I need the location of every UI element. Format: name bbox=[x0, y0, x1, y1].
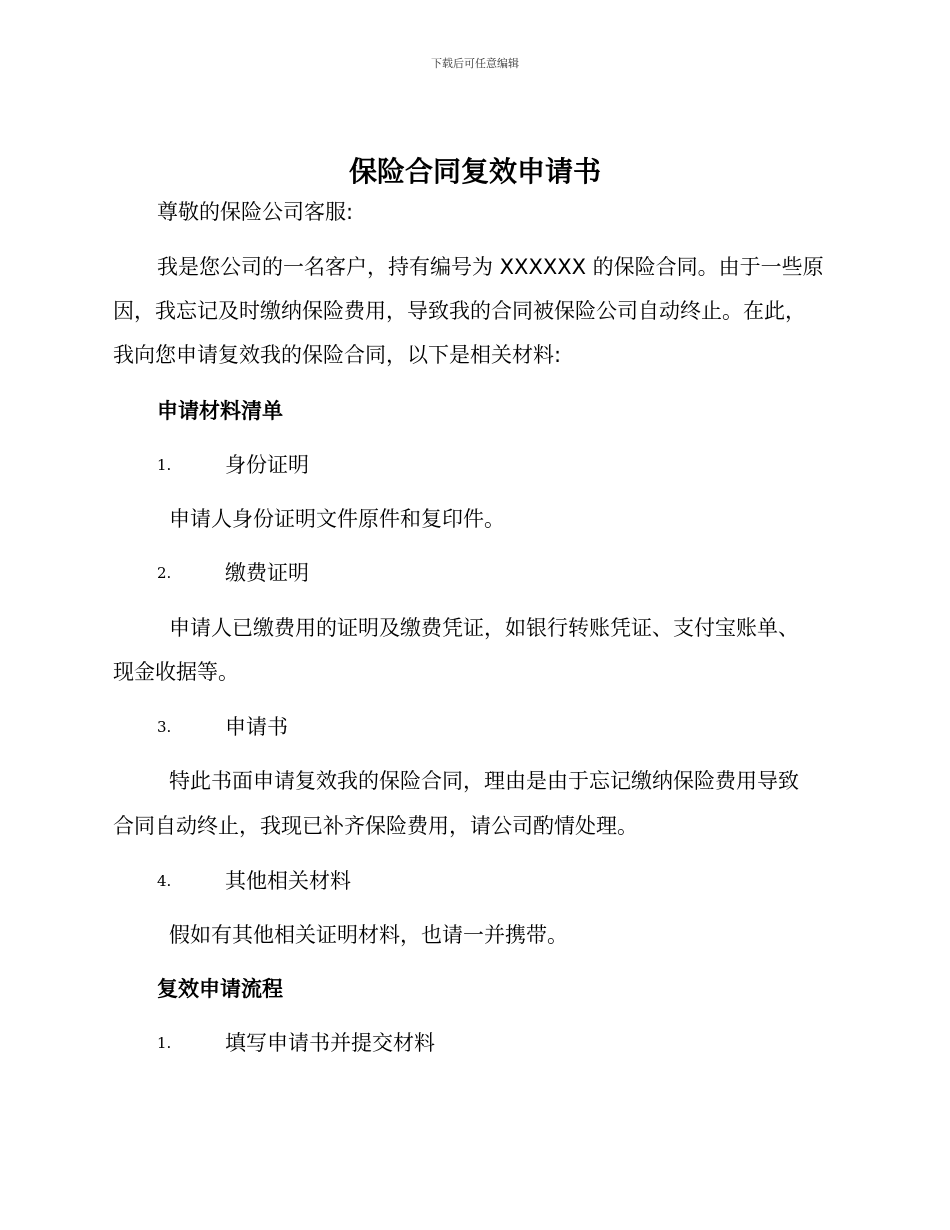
list-item-description: 合同自动终止，我现已补齐保险费用，请公司酌情处理。 bbox=[113, 814, 638, 838]
section-heading-process: 复效申请流程 bbox=[157, 977, 283, 1001]
intro-line-2: 因，我忘记及时缴纳保险费用，导致我的合同被保险公司自动终止。在此， bbox=[113, 299, 806, 323]
list-item-label: 缴费证明 bbox=[225, 561, 309, 585]
page-title: 保险合同复效申请书 bbox=[348, 155, 601, 188]
list-item-description: 特此书面申请复效我的保险合同，理由是由于忘记缴纳保险费用导致 bbox=[169, 769, 799, 793]
list-item-description: 申请人已缴费用的证明及缴费凭证，如银行转账凭证、支付宝账单、 bbox=[169, 616, 799, 640]
list-item-label: 身份证明 bbox=[225, 453, 309, 477]
list-item-description: 现金收据等。 bbox=[113, 660, 239, 684]
header-note: 下载后可任意编辑 bbox=[431, 57, 519, 70]
list-item-description: 申请人身份证明文件原件和复印件。 bbox=[169, 507, 505, 531]
list-item-label: 填写申请书并提交材料 bbox=[225, 1031, 435, 1055]
list-number: 1. bbox=[157, 1034, 172, 1052]
intro-line-1: 我是您公司的一名客户，持有编号为 XXXXXX 的保险合同。由于一些原 bbox=[157, 255, 824, 279]
list-item-description: 假如有其他相关证明材料，也请一并携带。 bbox=[169, 923, 568, 947]
list-number: 2. bbox=[157, 564, 172, 582]
section-heading-materials: 申请材料清单 bbox=[157, 399, 283, 423]
list-number: 4. bbox=[157, 872, 172, 890]
salutation: 尊敬的保险公司客服: bbox=[157, 200, 354, 224]
list-item-label: 申请书 bbox=[225, 715, 288, 739]
intro-line-3: 我向您申请复效我的保险合同，以下是相关材料: bbox=[113, 343, 562, 367]
list-number: 3. bbox=[157, 718, 172, 736]
list-item-label: 其他相关材料 bbox=[225, 869, 351, 893]
list-number: 1. bbox=[157, 456, 172, 474]
